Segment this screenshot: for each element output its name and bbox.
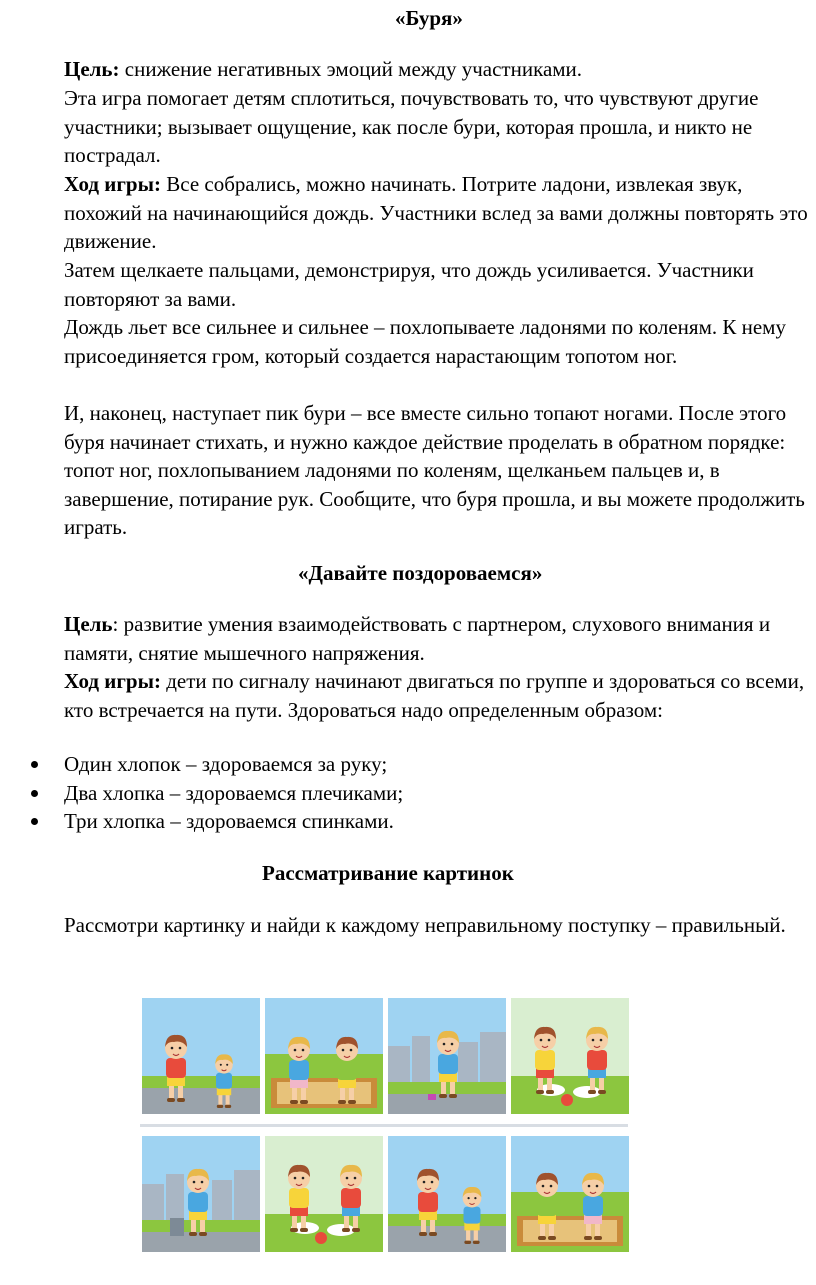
course-label: Ход игры:: [64, 172, 161, 196]
children-sharing-picnic-food-icon: [265, 1136, 383, 1252]
storm-step-4: И, наконец, наступает пик бури – все вместе сильно топают ногами. После этого буря начинает стихать, и нужно каждое действие проделать в обратном порядке: топот ног, похлопыванием ладонями по коленям, щелканьем пальцев и, в завершение, потирание рук. Сообщите, что буря прошла, и вы можете продолжить играть.: [64, 401, 805, 540]
children-throwing-food-at-picnic-icon: [511, 998, 629, 1114]
scene-picture: [388, 998, 506, 1114]
storm-goal: [64, 55, 809, 84]
list-item: Два хлопка – здороваемся плечиками;: [0, 779, 760, 808]
course-text: Все собрались, можно начинать. Потрите ладони, извлекая звук, похожий на начинающийся дождь. Участники вслед за вами должны повторять это движение.: [64, 172, 808, 254]
girl-helping-fallen-boy-icon: [388, 1136, 506, 1252]
bullet-icon: [31, 818, 38, 825]
storm-step-3: Дождь льет все сильнее и сильнее – похлопываете ладонями по коленям. К нему присоединяется гром, который создается нарастающим топотом ног.: [64, 315, 786, 368]
girl-laughing-at-fallen-boy-icon: [142, 998, 260, 1114]
list-item: Три хлопка – здороваемся спинками.: [0, 807, 760, 836]
scene-picture: [265, 998, 383, 1114]
greeting-goal: [64, 610, 809, 667]
storm-course: [64, 170, 809, 256]
bullet-icon: [31, 790, 38, 797]
goal-label: Цель:: [64, 57, 120, 81]
storm-step-2: Затем щелкаете пальцами, демонстрируя, что дождь усиливается. Участники повторяют за вами.: [64, 258, 754, 311]
game-title-greeting: «Давайте поздороваемся»: [298, 561, 543, 585]
section-title-pictures: Рассматривание картинок: [262, 861, 514, 885]
goal-label: Цель: [64, 612, 113, 636]
boy-throwing-trash-in-bin-icon: [142, 1136, 260, 1252]
game-title-storm: «Буря»: [395, 6, 463, 30]
bullet-icon: [31, 761, 38, 768]
scene-picture: [388, 1136, 506, 1252]
girl-crying-boy-in-sandbox-icon: [265, 998, 383, 1114]
gallery-divider: [140, 1124, 628, 1127]
children-playing-together-in-sandbox-icon: [511, 1136, 629, 1252]
greeting-rules-list: [0, 750, 760, 836]
goal-text: снижение негативных эмоций между участниками.: [119, 57, 583, 81]
course-label: Ход игры:: [64, 669, 161, 693]
scene-picture: [511, 998, 629, 1114]
goal-text: : развитие умения взаимодействовать с партнером, слухового внимания и памяти, снятие мышечного напряжения.: [64, 612, 771, 665]
scene-picture: [142, 1136, 260, 1252]
course-text: дети по сигналу начинают двигаться по группе и здороваться со всеми, кто встречается на пути. Здороваться надо определенным образом:: [64, 669, 805, 722]
scene-picture: [265, 1136, 383, 1252]
boy-littering-candy-wrapper-icon: [388, 998, 506, 1114]
list-item: Один хлопок – здороваемся за руку;: [0, 750, 760, 779]
scene-picture: [142, 998, 260, 1114]
scene-picture: [511, 1136, 629, 1252]
pictures-task: Рассмотри картинку и найди к каждому неправильному поступку – правильный.: [64, 913, 786, 937]
storm-intro: Эта игра помогает детям сплотиться, почувствовать то, что чувствуют другие участники; вызывает ощущение, как после бури, которая прошла, и никто не пострадал.: [64, 86, 759, 168]
greeting-course: [64, 667, 809, 724]
